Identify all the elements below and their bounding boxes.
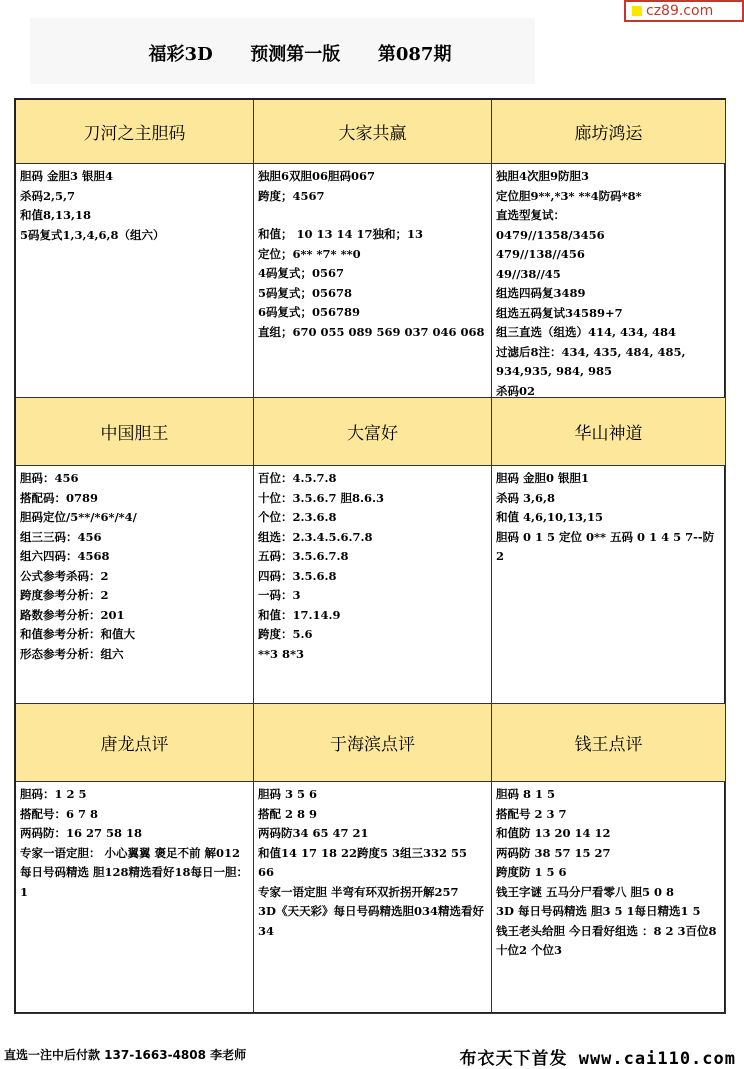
logo-square-icon	[632, 6, 642, 16]
section-body	[492, 466, 726, 704]
body-line: 过滤后8注：434, 435, 484, 485, 934,935, 984, 985	[496, 344, 686, 378]
section-title: 大家共赢	[254, 100, 492, 164]
body-line: 每日号码精选 胆128精选看好18每日一胆：1	[20, 865, 249, 899]
body-line: 杀码2,5,7	[20, 188, 76, 203]
body-line: 搭配 2 8 9	[258, 806, 318, 821]
body-line: 胆码 8 1 5	[496, 787, 556, 801]
section-title: 唐龙点评	[16, 704, 254, 782]
body-line: 一码：3	[258, 588, 301, 602]
body-line: 和值 4,6,10,13,15	[496, 510, 604, 524]
section-body	[254, 466, 492, 704]
body-line: 路数参考分析：201	[20, 607, 125, 622]
page-title: 福彩3D 预测第一版 第087期	[148, 44, 452, 65]
section-title: 刀河之主胆码	[16, 100, 254, 164]
body-line: 十位：3.5.6.7 胆8.6.3	[258, 490, 385, 505]
body-line: 直选型复试：	[496, 208, 565, 222]
body-line: 组选五码复试34589+7	[496, 305, 623, 320]
body-line: 组三三码：456	[20, 529, 102, 544]
body-line: 胆码：456	[20, 471, 79, 485]
body-line: 胆码 0 1 5 定位 0** 五码 0 1 4 5 7--防2	[496, 529, 715, 563]
body-line: 定位胆9**,*3* **4防码*8*	[496, 188, 642, 203]
body-line: 跨度防 1 5 6	[496, 865, 567, 879]
body-line: 和值防 13 20 14 12	[496, 826, 611, 840]
body-line: 3D 每日号码精选 胆3 5 1每日精选1 5	[496, 904, 701, 918]
body-line: 跨度参考分析：2	[20, 588, 109, 602]
body-line: 搭配码：0789	[20, 490, 99, 505]
body-line: 搭配号：6 7 8	[20, 806, 99, 821]
body-line: 五码：3.5.6.7.8	[258, 549, 349, 563]
section-title: 于海滨点评	[254, 704, 492, 782]
body-line: 四码：3.5.6.8	[258, 568, 337, 583]
body-line: 和值8,13,18	[20, 208, 92, 222]
body-line: 搭配号 2 3 7	[496, 806, 567, 821]
body-line: 杀码02	[496, 383, 536, 398]
body-line: 6码复式；056789	[258, 305, 361, 319]
body-line: 和值：17.14.9	[258, 607, 341, 622]
body-line: 组三直选（组选）414, 434, 484	[496, 325, 677, 339]
body-line: 钱王老头给胆 今日看好组选 ：8 2 3百位8 十位2 个位3	[496, 923, 717, 957]
body-line: 49//38//45	[496, 266, 561, 281]
site-logo[interactable]	[624, 0, 744, 22]
prediction-grid	[14, 98, 726, 1014]
body-line: 组选四码复3489	[496, 286, 586, 300]
section-title: 中国胆王	[16, 398, 254, 466]
body-line: 百位：4.5.7.8	[258, 471, 337, 485]
section-title: 华山神道	[492, 398, 726, 466]
logo-text: cz89.com	[646, 3, 714, 19]
body-line: 胆码：1 2 5	[20, 787, 87, 801]
section-body	[16, 164, 254, 398]
body-line: 个位：2.3.6.8	[258, 510, 337, 524]
body-line: 专家一语定胆： 小心翼翼 褒足不前 解012	[20, 845, 241, 860]
body-line	[258, 206, 487, 225]
body-line: 胆码 金胆0 银胆1	[496, 471, 590, 485]
body-line: 和值参考分析：和值大	[20, 627, 135, 641]
body-line: 5码复式；05678	[258, 285, 353, 300]
section-body	[492, 164, 726, 398]
footer-contact: 直选一注中后付款 137-1663-4808 李老师	[4, 1048, 247, 1062]
body-line: 5码复式1,3,4,6,8（组六）	[20, 227, 165, 242]
section-body	[16, 782, 254, 1014]
body-line: 杀码 3,6,8	[496, 490, 556, 505]
body-line: 两码防34 65 47 21	[258, 826, 369, 840]
body-line: 和值； 10 13 14 17独和；13	[258, 227, 424, 241]
section-body	[254, 782, 492, 1014]
body-line: 形态参考分析：组六	[20, 646, 124, 661]
section-body	[254, 164, 492, 398]
body-line: 独胆6双胆06胆码067	[258, 169, 376, 183]
body-line: 钱王字谜 五马分尸看零八 胆5 0 8	[496, 884, 675, 899]
section-title: 廊坊鸿运	[492, 100, 726, 164]
body-line: 4码复式；0567	[258, 266, 345, 280]
body-line: 组选：2.3.4.5.6.7.8	[258, 529, 373, 544]
body-line: 胆码 3 5 6	[258, 787, 318, 801]
body-line: 直组；670 055 089 569 037 046 068	[258, 324, 485, 339]
section-body	[492, 782, 726, 1014]
body-line: 0479//1358/3456	[496, 227, 605, 242]
footer-site[interactable]: 布衣天下首发 www.cai110.com	[459, 1049, 736, 1069]
body-line: 跨度；4567	[258, 188, 325, 203]
body-line: 定位；6** *7* **0	[258, 246, 361, 261]
body-line: 跨度：5.6	[258, 627, 313, 641]
section-title: 大富好	[254, 398, 492, 466]
body-line: 两码防 38 57 15 27	[496, 845, 611, 860]
body-line: 公式参考杀码：2	[20, 568, 109, 583]
body-line: 胆码 金胆3 银胆4	[20, 169, 114, 183]
section-body	[16, 466, 254, 704]
body-line: 和值14 17 18 22跨度5 3组三332 55 66	[258, 845, 468, 879]
body-line: 3D《天天彩》每日号码精选胆034精选看好34	[258, 904, 484, 938]
body-line: 479//138//456	[496, 247, 585, 261]
section-title: 钱王点评	[492, 704, 726, 782]
body-line: 胆码定位/5**/*6*/*4/	[20, 510, 137, 524]
body-line: **3 8*3	[258, 646, 305, 661]
body-line: 组六四码：4568	[20, 549, 110, 563]
body-line: 独胆4次胆9防胆3	[496, 169, 590, 183]
body-line: 专家一语定胆 半弯有环双折拐开解257	[258, 884, 459, 899]
body-line: 两码防：16 27 58 18	[20, 826, 143, 840]
